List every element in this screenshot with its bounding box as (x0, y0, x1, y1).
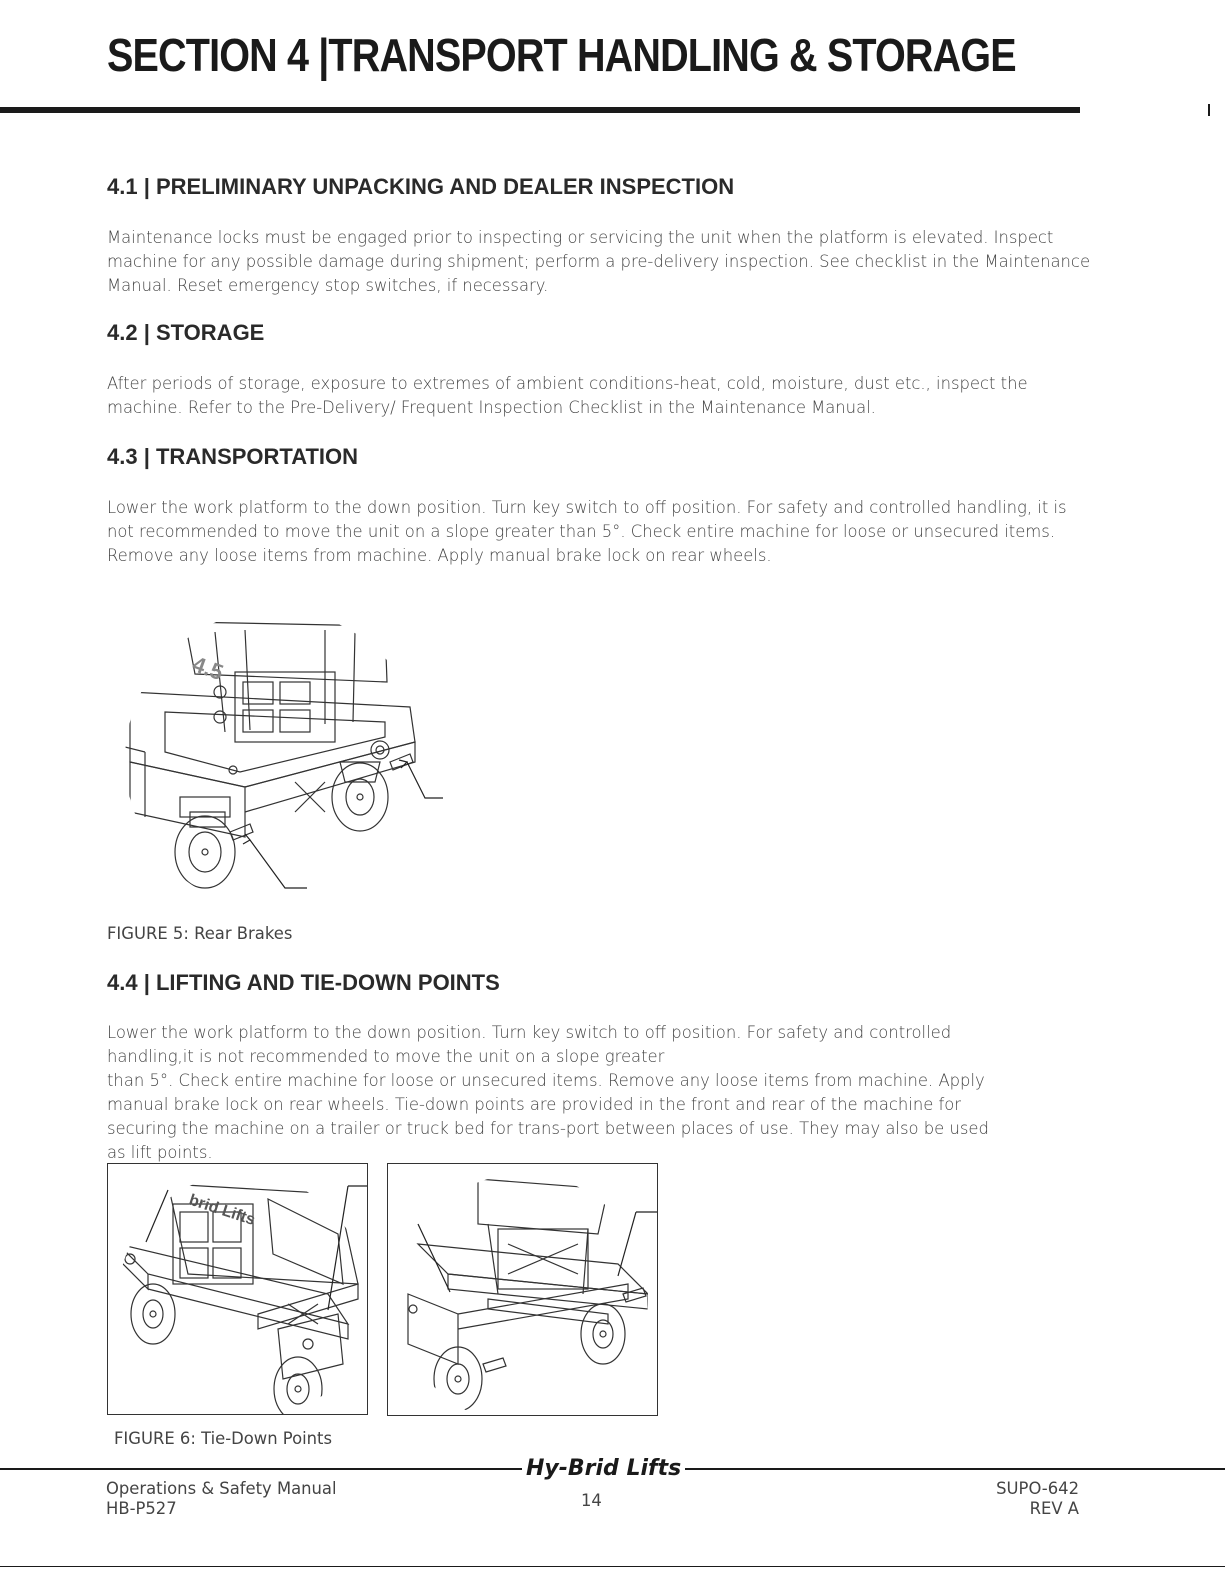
paragraph-4-2: After periods of storage, exposure to extremes of ambient conditions-heat, cold, moisture, dust etc., inspect the machine. Refer to the Pre-Delivery/ Frequent Inspection Checklist in the Maintenance Manual. (107, 374, 1028, 417)
paragraph-4-3: Lower the work platform to the down position. Turn key switch to off position. For safety and controlled handling, it is not recommended to move the unit on a slope greater than 5°. Check entire machine for loose or unsecured items. Remove any loose items from machine. Apply manual brake lock on rear wheels. (107, 498, 1067, 565)
paragraph-4-4-line-4: manual brake lock on rear wheels. Tie-down points are provided in the front and rear of the machine for (107, 1095, 962, 1114)
footer-logo: Hy-Brid Lifts (522, 1456, 685, 1481)
paragraph-4-1: Maintenance locks must be engaged prior to inspecting or servicing the unit when the platform is elevated. Inspect machine for any possible damage during shipment; perform a pre-delivery inspection. See checklist in the Maintenance Manual. Reset emergency stop switches, if necessary. (107, 228, 1091, 295)
figure-6-decal-text: brid Lifts (186, 1191, 258, 1229)
paragraph-4-4-line-3: than 5°. Check entire machine for loose or unsecured items. Remove any loose items from machine. Apply (107, 1071, 985, 1090)
footer-revision: REV A (1029, 1499, 1079, 1518)
footer-model: HB-P527 (106, 1499, 177, 1518)
figure-tie-down-rear (387, 1163, 658, 1416)
paragraph-4-4-line-2: handling,it is not recommended to move the unit on a slope greater (107, 1047, 665, 1066)
footer-manual-title: Operations & Safety Manual (106, 1479, 337, 1498)
paragraph-4-4 (107, 1021, 1092, 1165)
figure-6-caption: FIGURE 6: Tie-Down Points (114, 1429, 333, 1448)
figure-5-decal-text: 4.5 (189, 651, 227, 686)
figure-tie-down-front (107, 1163, 368, 1415)
footer-doc-code: SUPO-642 (996, 1479, 1079, 1498)
paragraph-4-4-line-5: securing the machine on a trailer or truck bed for trans-port between places of use. They may also be used (107, 1119, 989, 1138)
paragraph-4-4-line-1: Lower the work platform to the down position. Turn key switch to off position. For safety and controlled (107, 1023, 952, 1042)
figure-rear-brakes (125, 612, 445, 897)
heading-4-1: 4.1 | PRELIMINARY UNPACKING AND DEALER INSPECTION (107, 174, 735, 199)
title-rule (0, 107, 1080, 113)
heading-4-2: 4.2 | STORAGE (107, 320, 265, 345)
bottom-rule (0, 1566, 1225, 1567)
figure-5-caption: FIGURE 5: Rear Brakes (107, 924, 293, 943)
heading-4-3: 4.3 | TRANSPORTATION (107, 444, 359, 469)
section-title: SECTION 4 |TRANSPORT HANDLING & STORAGE (107, 29, 1016, 81)
paragraph-4-4-line-6: as lift points. (107, 1143, 213, 1162)
edge-tick (1208, 104, 1210, 116)
page-number: 14 (581, 1491, 602, 1510)
heading-4-4: 4.4 | LIFTING AND TIE-DOWN POINTS (107, 970, 500, 995)
